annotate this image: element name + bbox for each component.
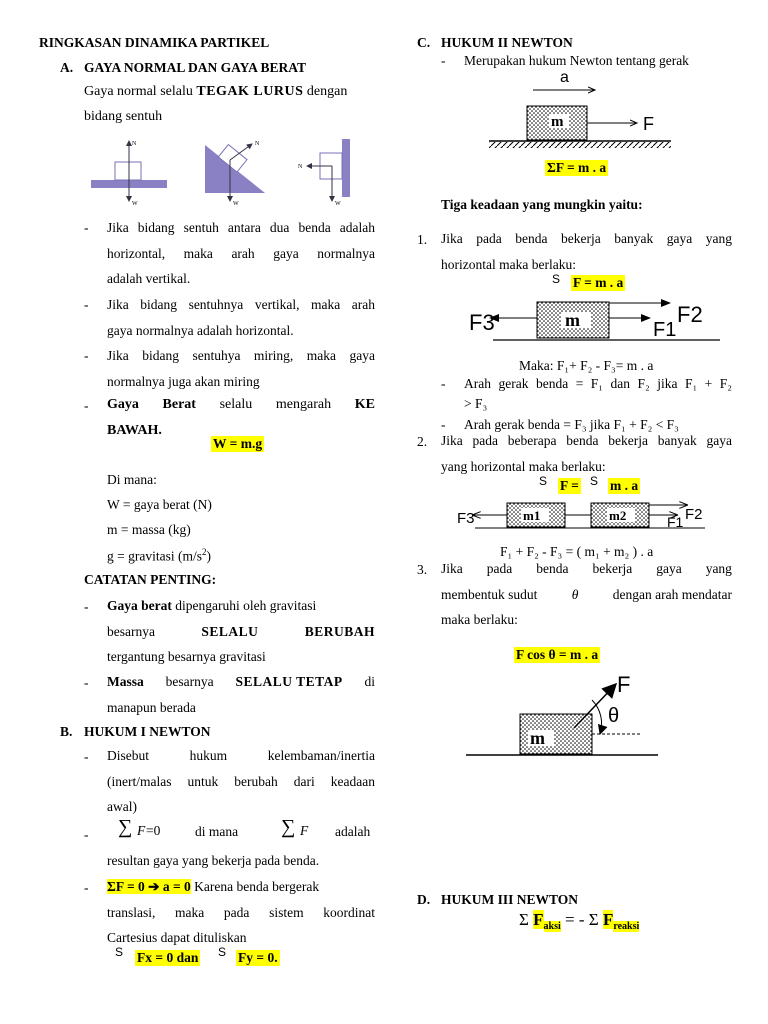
three-cases-heading: Tiga keadaan yang mungkin yaitu: <box>441 197 643 212</box>
catatan-heading: CATATAN PENTING: <box>84 572 217 587</box>
svg-text:F2: F2 <box>685 506 703 523</box>
svg-text:N: N <box>255 141 260 147</box>
case3-angle-figure <box>462 670 662 760</box>
svg-text:W: W <box>335 201 341 207</box>
svg-text:θ: θ <box>608 705 620 727</box>
case3-num: 3. <box>417 562 428 577</box>
svg-text:m1: m1 <box>523 508 541 523</box>
fig-w-label: W <box>132 201 138 207</box>
def-gravity: g = gravitasi $(m/s^2)$ <box>107 547 211 564</box>
svg-text:a: a <box>560 69 569 86</box>
section-c-heading: HUKUM II NEWTON <box>441 35 573 50</box>
svg-text:W: W <box>233 201 239 207</box>
section-b-heading: HUKUM I NEWTON <box>84 724 211 739</box>
case1-formula: F = m . a <box>573 275 624 290</box>
newton3-formula: Σ $F_{aksi}$ = - Σ $F_{reaksi}$ <box>519 910 640 933</box>
section-b-label: B. <box>60 724 73 739</box>
normal-force-intro: Gaya normal selalu TEGAK LURUS dengan <box>84 84 348 99</box>
case2-text: Jika pada beberapa benda bekerja banyak gaya yang horizontal maka berlaku: <box>441 433 732 474</box>
bullet-vertical-contact: Jika bidang sentuhnya vertikal, maka arah gaya normalnya adalah horizontal. <box>107 297 375 338</box>
case1-text: Jika pada benda bekerja banyak gaya yang horizontal maka berlaku: <box>441 231 732 272</box>
def-weight: W = gaya berat (N) <box>107 497 212 512</box>
def-mass: m = massa (kg) <box>107 522 191 537</box>
svg-text:F: F <box>617 672 631 697</box>
newton2-block-figure <box>485 68 675 150</box>
bullet-sum-force-2: resultan gaya yang bekerja pada benda. <box>107 853 320 868</box>
svg-text:m2: m2 <box>609 508 627 523</box>
weight-formula: W = m.g <box>213 436 263 451</box>
normal-force-intro-2: bidang sentuh <box>84 109 163 124</box>
case2-formula-ma: m . a <box>610 478 639 493</box>
svg-text:F3: F3 <box>469 310 495 335</box>
svg-text:m: m <box>551 114 564 130</box>
svg-text:F1: F1 <box>667 514 684 530</box>
definitions-label: Di mana: <box>107 472 157 487</box>
case1-direction-1: Arah gerak benda = F₁ dan F₂ jika F₁ + F₂ > F₃ <box>464 376 732 411</box>
bullet-translation: ΣF = 0 ➔ a = 0 Karena benda bergerak translasi, maka pada sistem koordinat Cartesius dapat dituliskan <box>107 879 375 945</box>
normal-force-figures <box>85 135 360 210</box>
svg-text:F: F <box>643 114 654 134</box>
newton2-formula: ΣF = m . a <box>547 160 607 175</box>
case2-num: 2. <box>417 434 428 449</box>
fig-n-label: N <box>132 141 137 147</box>
bullet-sum-force: ∑ F =0 di mana ∑ F adalah <box>118 816 371 839</box>
section-d-heading: HUKUM III NEWTON <box>441 892 579 907</box>
newton2-description: Merupakan hukum Newton tentang gerak <box>464 53 689 68</box>
fx-formula: Fx = 0 dan <box>137 950 199 965</box>
svg-text:F2: F2 <box>677 302 703 327</box>
svg-text:F1: F1 <box>653 319 677 341</box>
note-mass: Massa besarnya SELALU TETAP di manapun berada <box>107 674 375 715</box>
svg-text:m: m <box>530 728 545 748</box>
bullet-weight: Gaya Berat selalu mengarah KE <box>107 397 375 412</box>
svg-text:F3: F3 <box>457 510 475 527</box>
section-a-label: A. <box>60 60 74 75</box>
case3-text: Jika pada benda bekerja gaya yang membentuk sudut θ dengan arah mendatar maka berlaku: <box>441 561 732 627</box>
svg-text:N: N <box>298 164 303 170</box>
bullet-inclined-contact: Jika bidang sentuhya miring, maka gaya normalnya juga akan miring <box>107 348 375 389</box>
case1-result: Maka: F₁+ F₂ - F₃= m . a <box>519 358 654 373</box>
bullet-horizontal-contact: Jika bidang sentuh antara dua benda adalah horizontal, maka arah gaya normalnya adalah vertikal. <box>107 220 375 286</box>
case3-formula: F cos θ = m . a <box>516 647 599 662</box>
fy-formula: Fy = 0. <box>238 950 278 965</box>
case1-forces-figure <box>465 290 725 346</box>
section-d-label: D. <box>417 892 431 907</box>
svg-text:m: m <box>565 310 580 330</box>
case1-num: 1. <box>417 232 428 247</box>
bullet-weight-2: BAWAH. <box>107 423 162 438</box>
section-a-heading: GAYA NORMAL DAN GAYA BERAT <box>84 60 307 75</box>
section-c-label: C. <box>417 35 431 50</box>
case2-result: F₁ + F₂ - F₃ = ( m₁ + m₂ ) . a <box>500 544 654 559</box>
note-gravity: Gaya berat dipengaruhi oleh gravitasi besarnya SELALU BERUBAH tergantung besarnya gravitasi <box>107 598 375 664</box>
case2-formula-f: F = <box>560 478 579 493</box>
bullet-inertia: Disebut hukum kelembaman/inertia (inert/malas untuk berubah dari keadaan awal) <box>107 748 375 814</box>
page-title: RINGKASAN DINAMIKA PARTIKEL <box>39 35 270 50</box>
case1-direction-2: Arah gerak benda = F₃ jika F₁ + F₂ < F₃ <box>464 417 679 432</box>
case2-forces-figure <box>455 497 725 537</box>
